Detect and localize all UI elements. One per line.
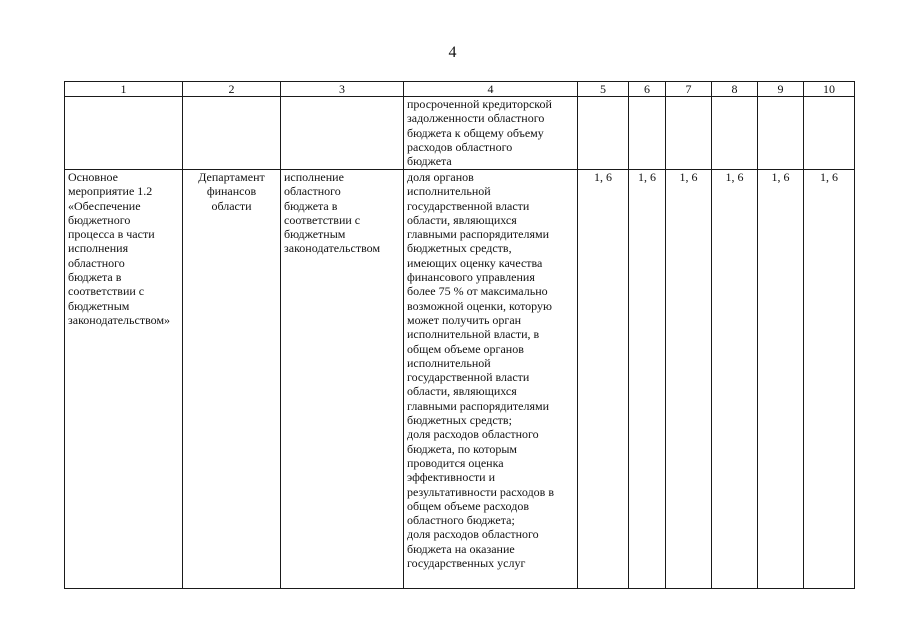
header-col-7: 7 [666, 82, 712, 97]
cont-cell-3 [281, 97, 404, 170]
value-col-5: 1, 6 [578, 170, 629, 589]
header-col-9: 9 [758, 82, 804, 97]
cont-cell-7 [666, 97, 712, 170]
responsible-executor: Департамент финансов области [183, 170, 281, 589]
header-col-5: 5 [578, 82, 629, 97]
indicator-text: доля органов исполнительной государственной власти области, являющихся главными распорядителями бюджетных средств, имеющих оценку качества финансового управления более 75 % от максимально возможной оценки, которую может получить орган исполнительной власти, в общем объеме органов исполнительной государственной власти области, являющихся главными распорядителями бюджетных средств; доля расходов областного бюджета, по которым проводится оценка эффективности и результативности расходов в общем объеме расходов областного бюджета; доля расходов областного бюджета на оказание государственных услуг [404, 170, 578, 589]
program-measures-table [64, 81, 855, 589]
header-col-1: 1 [65, 82, 183, 97]
table-header-row [65, 82, 855, 97]
cont-cell-1 [65, 97, 183, 170]
header-col-6: 6 [629, 82, 666, 97]
header-col-2: 2 [183, 82, 281, 97]
table-row-continuation [65, 97, 855, 170]
cont-cell-10 [804, 97, 855, 170]
table-row-main-measure [65, 170, 855, 589]
cont-cell-5 [578, 97, 629, 170]
value-col-8: 1, 6 [712, 170, 758, 589]
header-col-4: 4 [404, 82, 578, 97]
cont-cell-9 [758, 97, 804, 170]
value-col-6: 1, 6 [629, 170, 666, 589]
header-col-10: 10 [804, 82, 855, 97]
value-col-9: 1, 6 [758, 170, 804, 589]
cont-cell-2 [183, 97, 281, 170]
expected-result: исполнение областного бюджета в соответствии с бюджетным законодательством [281, 170, 404, 589]
measure-name: Основное мероприятие 1.2 «Обеспечение бюджетного процесса в части исполнения областного бюджета в соответствии с бюджетным законодательством» [65, 170, 183, 589]
cont-cell-6 [629, 97, 666, 170]
cont-cell-8 [712, 97, 758, 170]
cont-indicator-text: просроченной кредиторской задолженности областного бюджета к общему объему расходов областного бюджета [404, 97, 578, 170]
header-col-8: 8 [712, 82, 758, 97]
page-number: 4 [448, 44, 457, 61]
header-col-3: 3 [281, 82, 404, 97]
value-col-10: 1, 6 [804, 170, 855, 589]
value-col-7: 1, 6 [666, 170, 712, 589]
